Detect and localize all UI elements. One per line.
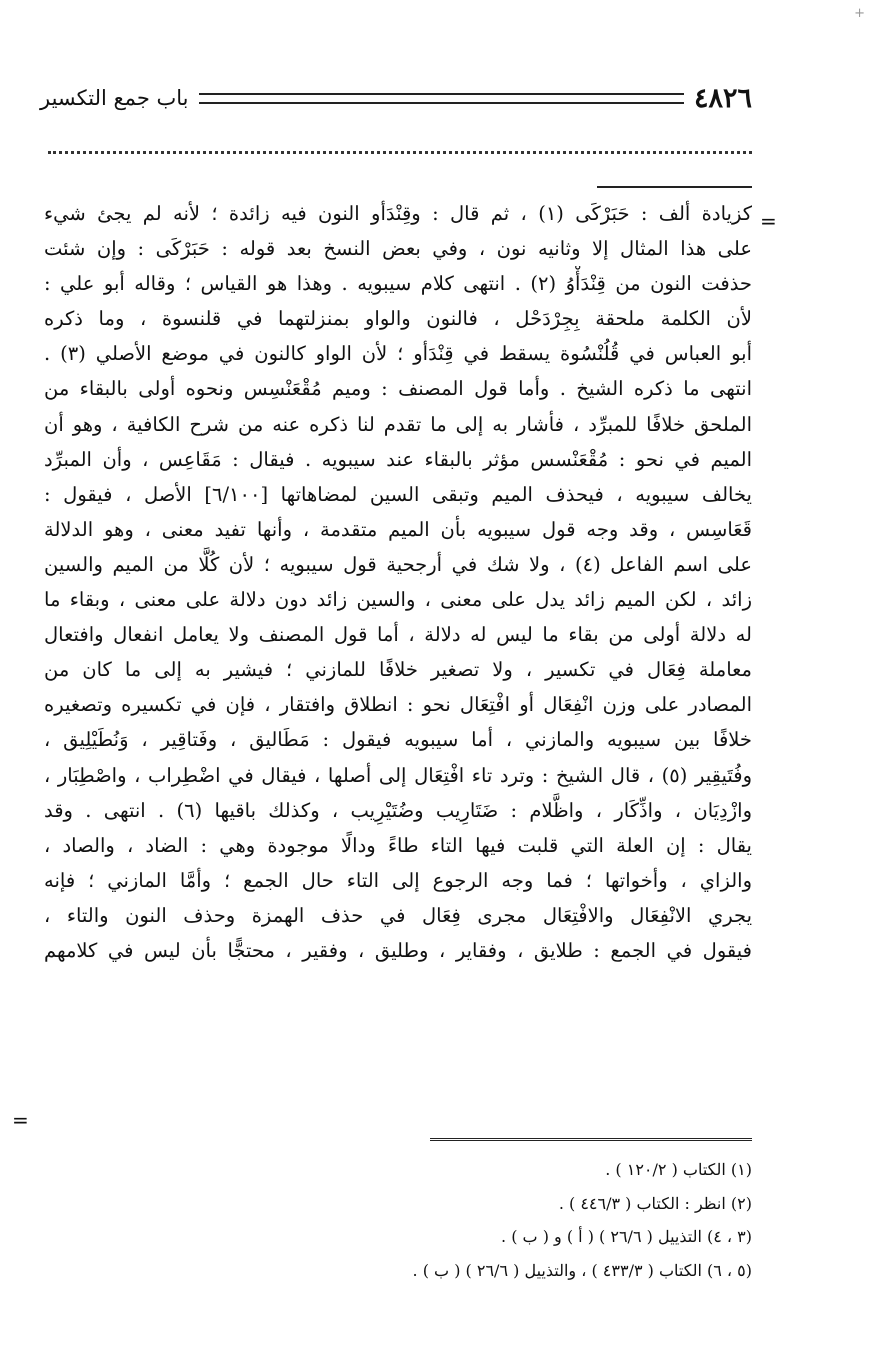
text-line: والزاي ، وأخواتها ؛ فما وجه الرجوع إلى التاء حال الجمع ؛ وأمَّا المازني ؛ فإنه: [44, 868, 752, 892]
text-line: له دلالة أولى من بقاء ما ليس له دلالة ، أما قول المصنف ولا يعامل انفعال وافتعال: [44, 623, 752, 647]
text-line: فيقول في الجمع : طلايق ، وفقاير ، وطليق ، وفقير ، محتجًّا بأن ليس في كلامهم: [44, 938, 752, 962]
text-line: الميم في نحو : مُقْعَنْسس مؤثر بالبقاء عند سيبويه . فيقال : مَقَاعِس ، وأن المبرِّد: [44, 447, 752, 471]
body-text: [44, 196, 752, 968]
text-line: قَعَاسِس ، وقد وجه قول سيبويه بأن الميم متقدمة ، وأنها تفيد معنى ، وهو الدلالة: [44, 517, 752, 541]
text-line: زائد ، لكن الميم زائد يدل على معنى ، والسين زائد دون دلالة على معنى ، وبقاء ما: [44, 588, 752, 612]
dotted-separator: [48, 151, 752, 154]
footnotes: [200, 1153, 752, 1287]
page-number: ٤٨٢٦: [693, 82, 752, 114]
corner-mark: +: [854, 6, 865, 21]
text-line: يجري الانْفِعَال والافْتِعَال مجرى فِعَال في حذف الهمزة وحذف النون والتاء ،: [44, 903, 752, 927]
text-line: خلافًا بين سيبويه والمازني ، أما سيبويه فيقول : مَطَاليق ، وفَتاقِير ، وَنُطَيْلِيق ،: [44, 728, 752, 752]
text-line: وفُتَيقِير (٥) ، قال الشيخ : وترد تاء افْتِعَال إلى أصلها ، فيقال في اضْطِراب ، واصْطِبَار ،: [44, 763, 752, 787]
continuation-mark-start: =: [760, 209, 777, 233]
text-line: وازْدِيَان ، واذِّكَار ، واظَّلام : ضَتَارِيب وضُتَيْرِيب ، وكذلك باقيها (٦) . انتهى . وقد: [44, 798, 752, 822]
text-line: أبو العباس في قُلُنْسُوة يسقط في قِنْدَأو ؛ لأن الواو كالنون في موضع الأصلي (٣) .: [44, 342, 752, 366]
text-line: الملحق خلافًا للمبرِّد ، فأشار به إلى ما تقدم لنا ذكره عنه من شرح الكافية ، وهو أن: [44, 412, 752, 436]
footnote: (٣ ، ٤) التذييل ( ٢٦/٦ ) ( أ ) و ( ب ) .: [501, 1227, 752, 1246]
text-line: المصادر على وزن انْفِعَال أو افْتِعَال نحو : انطلاق وافتقار ، فإن في تكسيره وتصغيره: [44, 693, 752, 717]
short-separator: [597, 186, 752, 188]
footnote: (٢) انظر : الكتاب ( ٤٤٦/٣ ) .: [558, 1193, 752, 1213]
footnote-rule: [430, 1138, 752, 1143]
text-line: لأن الكلمة ملحقة بِجِرْدَحْل ، فالنون والواو بمنزلتهما في قلنسوة ، وما ذكره: [44, 307, 752, 331]
text-line: انتهى ما ذكره الشيخ . وأما قول المصنف : وميم مُقْعَنْسِس ونحوه أولى بالبقاء من: [44, 377, 752, 401]
text-line: على اسم الفاعل (٤) ، ولا شك في أرجحية قول سيبويه ؛ لأن كُلًّا من الميم والسين: [44, 552, 752, 576]
footnote: (١) الكتاب ( ١٢٠/٢ ) .: [605, 1160, 752, 1179]
footnote: (٥ ، ٦) الكتاب ( ٤٣٣/٣ ) ، والتذييل ( ٢٦/٦ ) ( ب ) .: [412, 1260, 752, 1280]
text-line: على هذا المثال إلا وثانيه نون ، وفي بعض النسخ بعد قوله : حَبَرْكَى : وإن شئت: [44, 237, 752, 261]
continuation-mark-end: =: [12, 1108, 29, 1132]
text-line: كزيادة ألف : حَبَرْكَى (١) ، ثم قال : وقِنْدَأو النون فيه زائدة ؛ لأنه لم يجئ شيء: [44, 202, 752, 225]
header-rule: [199, 93, 684, 104]
text-line: معاملة فِعَال في تكسير ، ولا تصغير خلافًا للمازني ؛ فيشير به إلى ما كان من: [44, 658, 752, 682]
chapter-title: باب جمع التكسير: [40, 86, 189, 110]
page-header: [40, 80, 752, 116]
text-line: يخالف سيبويه ، فيحذف الميم وتبقى السين لمضاهاتها [٦/١٠٠] الأصل ، فيقول :: [44, 482, 752, 506]
text-line: حذفت النون من قِنْدَأْوُ (٢) . انتهى كلام سيبويه . وهذا هو القياس ؛ وقاله أبو علي :: [44, 272, 752, 296]
text-line: يقال : إن العلة التي قلبت فيها التاء طاءً ودالًا موجودة وهي : الضاد ، والصاد ،: [44, 833, 752, 857]
